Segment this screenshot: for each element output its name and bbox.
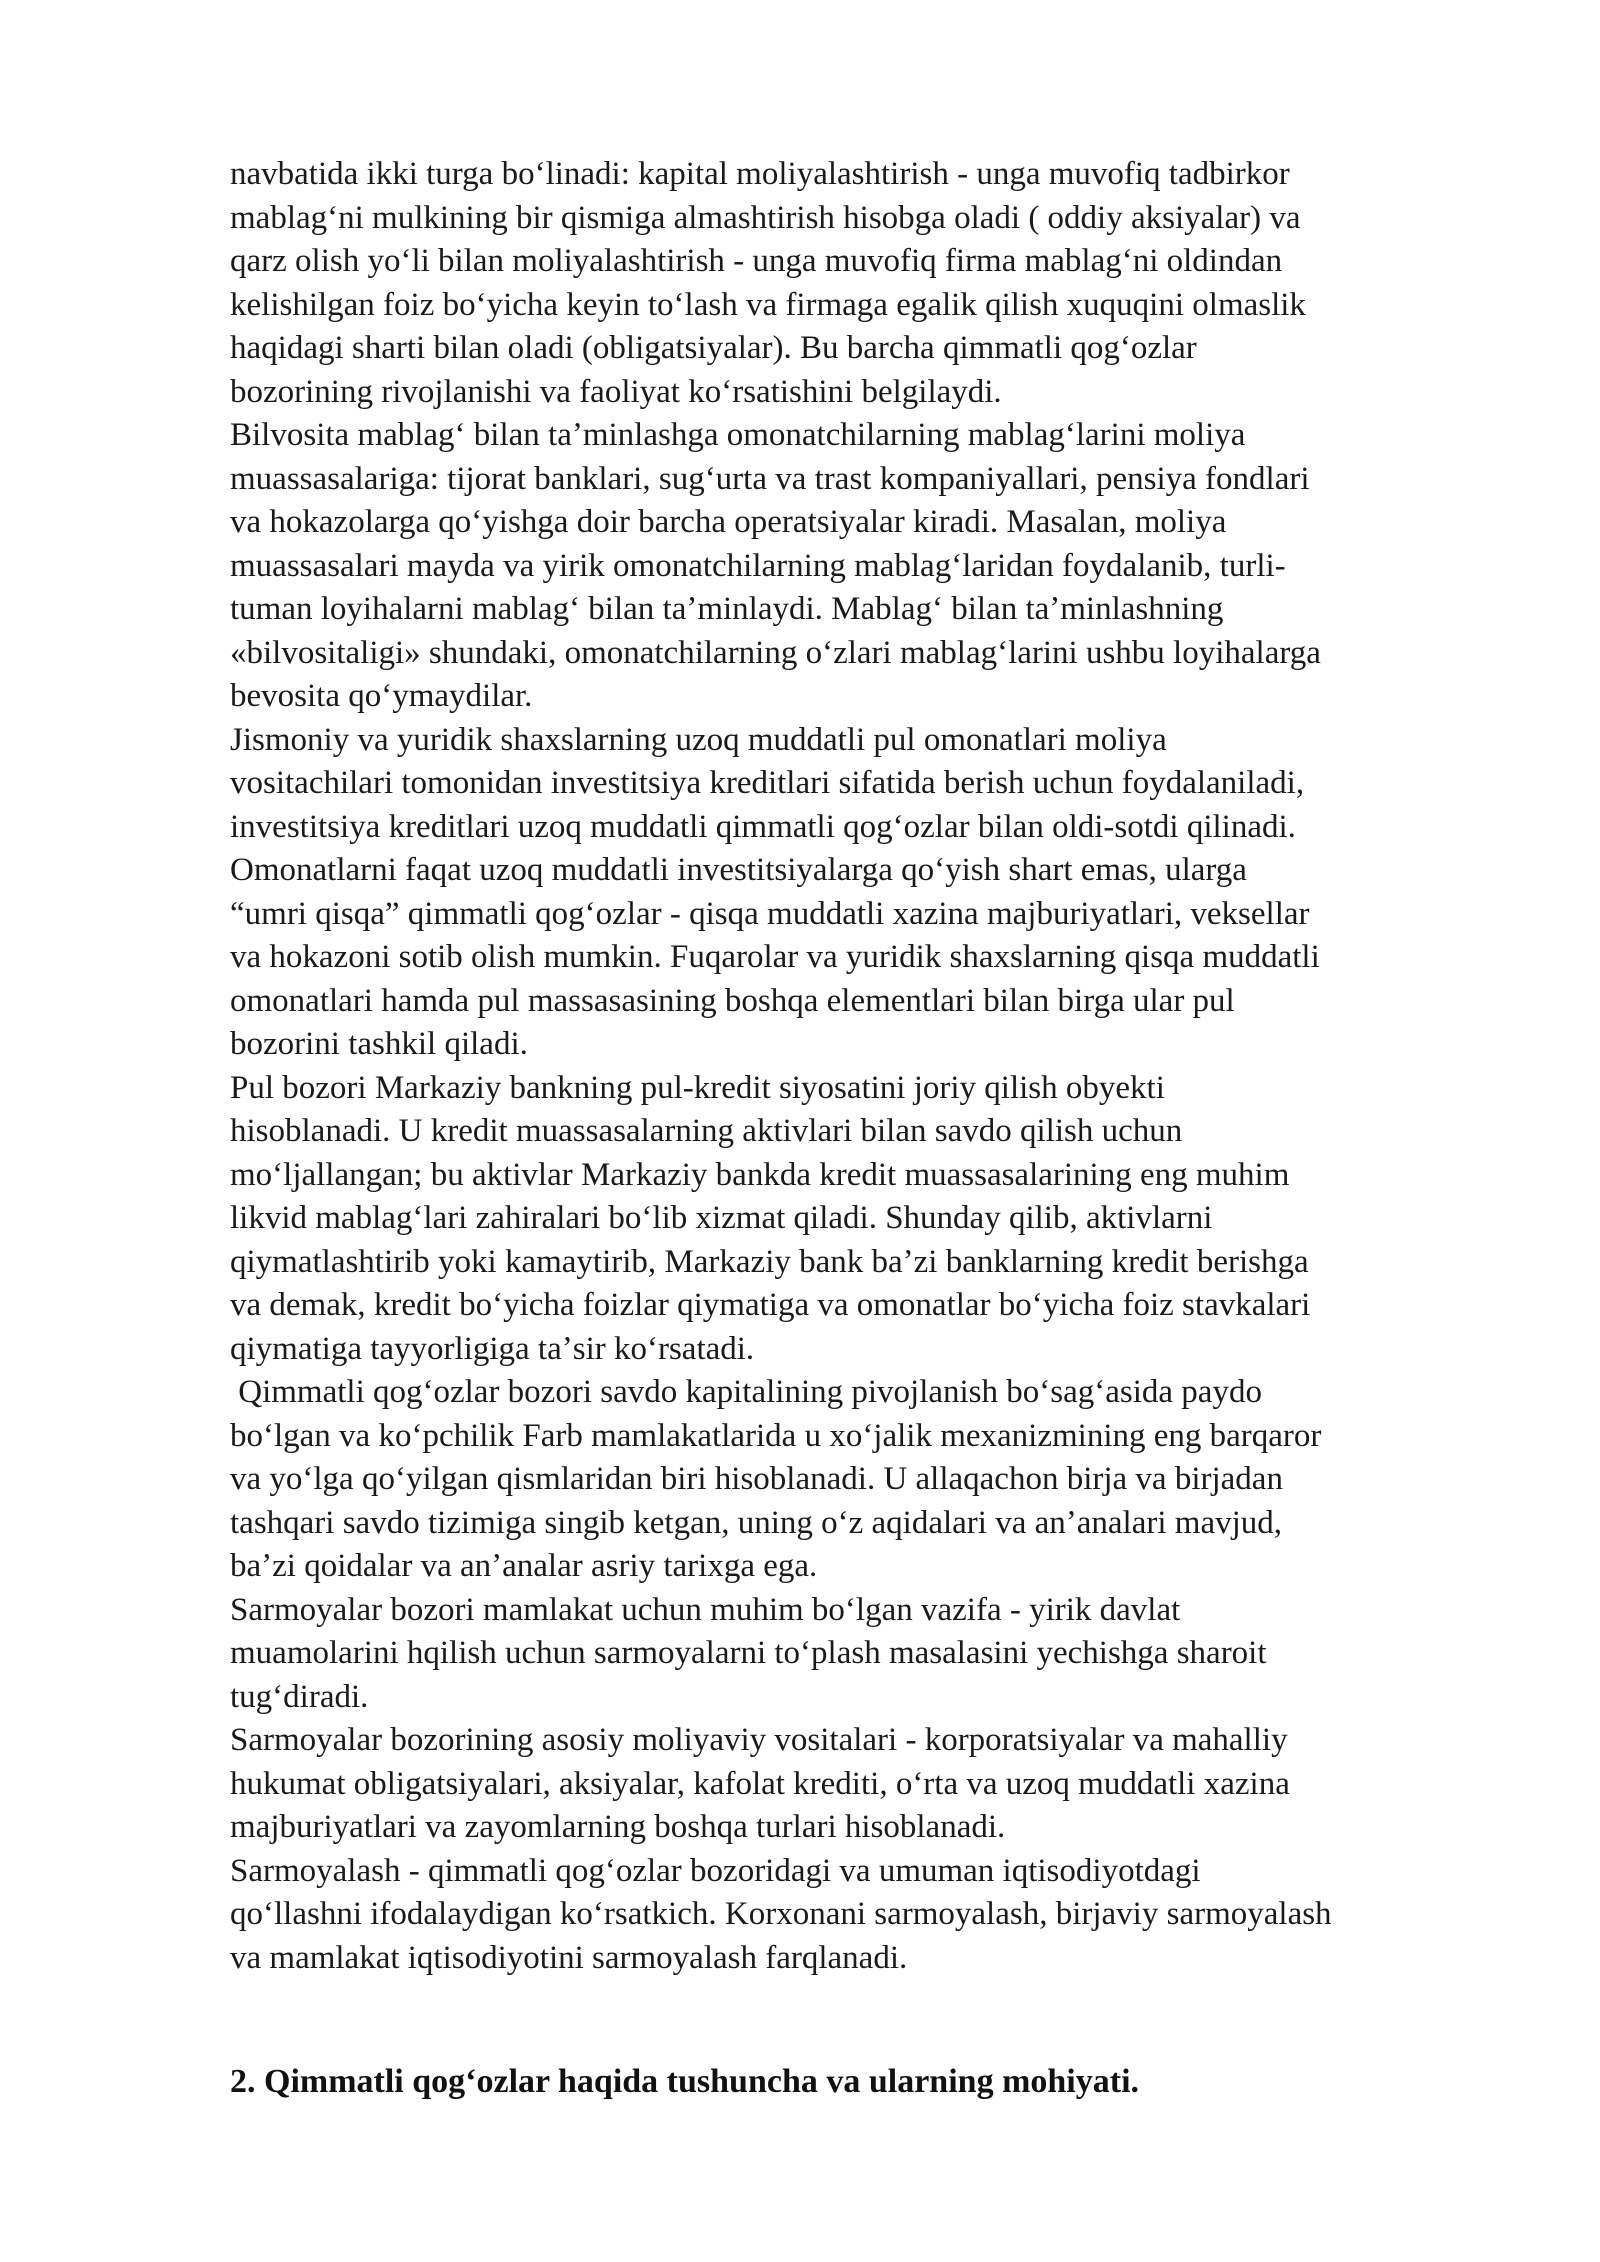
text-line: hukumat obligatsiyalari, aksiyalar, kafolat krediti, oʻrta va uzoq muddatli xazina: [230, 1765, 1290, 1802]
text-line: muassasalari mayda va yirik omonatchilarning mablagʻlaridan foydalanib, turli-: [230, 547, 1286, 584]
text-line: Sarmoyalar bozori mamlakat uchun muhim boʻlgan vazifa - yirik davlat: [230, 1591, 1181, 1628]
text-line: “umri qisqa” qimmatli qogʻozlar - qisqa muddatli xazina majburiyatlari, veksellar: [230, 895, 1310, 932]
text-line: Omonatlarni faqat uzoq muddatli investitsiyalarga qoʻyish shart emas, ularga: [230, 852, 1247, 888]
text-line: hisoblanadi. U kredit muassasalarning aktivlari bilan savdo qilish uchun: [230, 1113, 1183, 1149]
text-line: tugʻdiradi.: [230, 1678, 369, 1715]
text-line: bozorini tashkil qiladi.: [230, 1026, 528, 1062]
text-line: investitsiya kreditlari uzoq muddatli qimmatli qogʻozlar bilan oldi-sotdi qilinadi.: [230, 808, 1296, 845]
text-line: vositachilari tomonidan investitsiya kreditlari sifatida berish uchun foydalaniladi,: [230, 765, 1305, 801]
text-line: Sarmoyalar bozorining asosiy moliyaviy vositalari - korporatsiyalar va mahalliy: [230, 1722, 1288, 1758]
text-line: mablagʻni mulkining bir qismiga almashtirish hisobga oladi ( oddiy aksiyalar) va: [230, 199, 1301, 236]
text-line: bevosita qoʻymaydilar.: [230, 678, 533, 714]
text-line: Sarmoyalash - qimmatli qogʻozlar bozoridagi va umuman iqtisodiyotdagi: [230, 1852, 1201, 1889]
text-line: boʻlgan va koʻpchilik Farb mamlakatlarida u xoʻjalik mexanizmining eng barqaror: [230, 1417, 1322, 1454]
text-line: qarz olish yoʻli bilan moliyalashtirish - unga muvofiq firma mablagʻni oldindan: [230, 243, 1283, 279]
text-line: majburiyatlari va zayomlarning boshqa turlari hisoblanadi.: [230, 1809, 1006, 1845]
text-line: va mamlakat iqtisodiyotini sarmoyalash farqlanadi.: [230, 1939, 908, 1976]
text-line: tashqari savdo tizimiga singib ketgan, uning oʻz aqidalari va anʼanalari mavjud,: [230, 1504, 1283, 1541]
text-line: Bilvosita mablagʻ bilan taʼminlashga omonatchilarning mablagʻlarini moliya: [230, 417, 1246, 453]
text-line: Jismoniy va yuridik shaxslarning uzoq muddatli pul omonatlari moliya: [230, 721, 1167, 758]
text-line: Pul bozori Markaziy bankning pul-kredit siyosatini joriy qilish obyekti: [230, 1069, 1165, 1106]
text-line: omonatlari hamda pul massasasining boshqa elementlari bilan birga ular pul: [230, 982, 1235, 1019]
body-text: [230, 153, 1520, 1980]
text-line: va hokazoni sotib olish mumkin. Fuqarolar va yuridik shaxslarning qisqa muddatli: [230, 939, 1320, 975]
text-line: Qimmatli qogʻozlar bozori savdo kapitalining pivojlanish boʻsagʻasida paydo: [230, 1374, 1262, 1410]
text-line: va demak, kredit boʻyicha foizlar qiymatiga va omonatlar boʻyicha foiz stavkalari: [230, 1287, 1311, 1323]
text-line: muamolarini hqilish uchun sarmoyalarni toʻplash masalasini yechishga sharoit: [230, 1635, 1267, 1671]
section-heading: 2. Qimmatli qogʻozlar haqida tushuncha va ularning mohiyati.: [230, 2063, 1140, 2100]
text-line: qoʻllashni ifodalaydigan koʻrsatkich. Korxonani sarmoyalash, birjaviy sarmoyalash: [230, 1896, 1332, 1932]
text-line: haqidagi sharti bilan oladi (obligatsiyalar). Bu barcha qimmatli qogʻozlar: [230, 330, 1197, 366]
text-line: qiymatiga tayyorligiga taʼsir koʻrsatadi.: [230, 1330, 755, 1367]
text-line: bozorining rivojlanishi va faoliyat koʻrsatishini belgilaydi.: [230, 373, 1002, 410]
text-line: «bilvositaligi» shundaki, omonatchilarning oʻzlari mablagʻlarini ushbu loyihalarga: [230, 634, 1321, 671]
text-line: navbatida ikki turga boʻlinadi: kapital moliyalashtirish - unga muvofiq tadbirkor: [230, 156, 1290, 192]
text-line: muassasalariga: tijorat banklari, sugʻurta va trast kompaniyallari, pensiya fondlari: [230, 460, 1310, 497]
text-line: va hokazolarga qoʻyishga doir barcha operatsiyalar kiradi. Masalan, moliya: [230, 504, 1227, 540]
text-line: moʻljallangan; bu aktivlar Markaziy bankda kredit muassasalarining eng muhim: [230, 1156, 1290, 1193]
text-line: kelishilgan foiz boʻyicha keyin toʻlash va firmaga egalik qilish xuquqini olmaslik: [230, 286, 1306, 323]
text-line: qiymatlashtirib yoki kamaytirib, Markaziy bank baʼzi banklarning kredit berishga: [230, 1243, 1309, 1280]
text-line: baʼzi qoidalar va anʼanalar asriy tarixga ega.: [230, 1548, 818, 1584]
text-line: va yoʻlga qoʻyilgan qismlaridan biri hisoblanadi. U allaqachon birja va birjadan: [230, 1461, 1283, 1497]
text-line: likvid mablagʻlari zahiralari boʻlib xizmat qiladi. Shunday qilib, aktivlarni: [230, 1200, 1213, 1236]
text-line: tuman loyihalarni mablagʻ bilan taʼminlaydi. Mablagʻ bilan taʼminlashning: [230, 591, 1224, 627]
